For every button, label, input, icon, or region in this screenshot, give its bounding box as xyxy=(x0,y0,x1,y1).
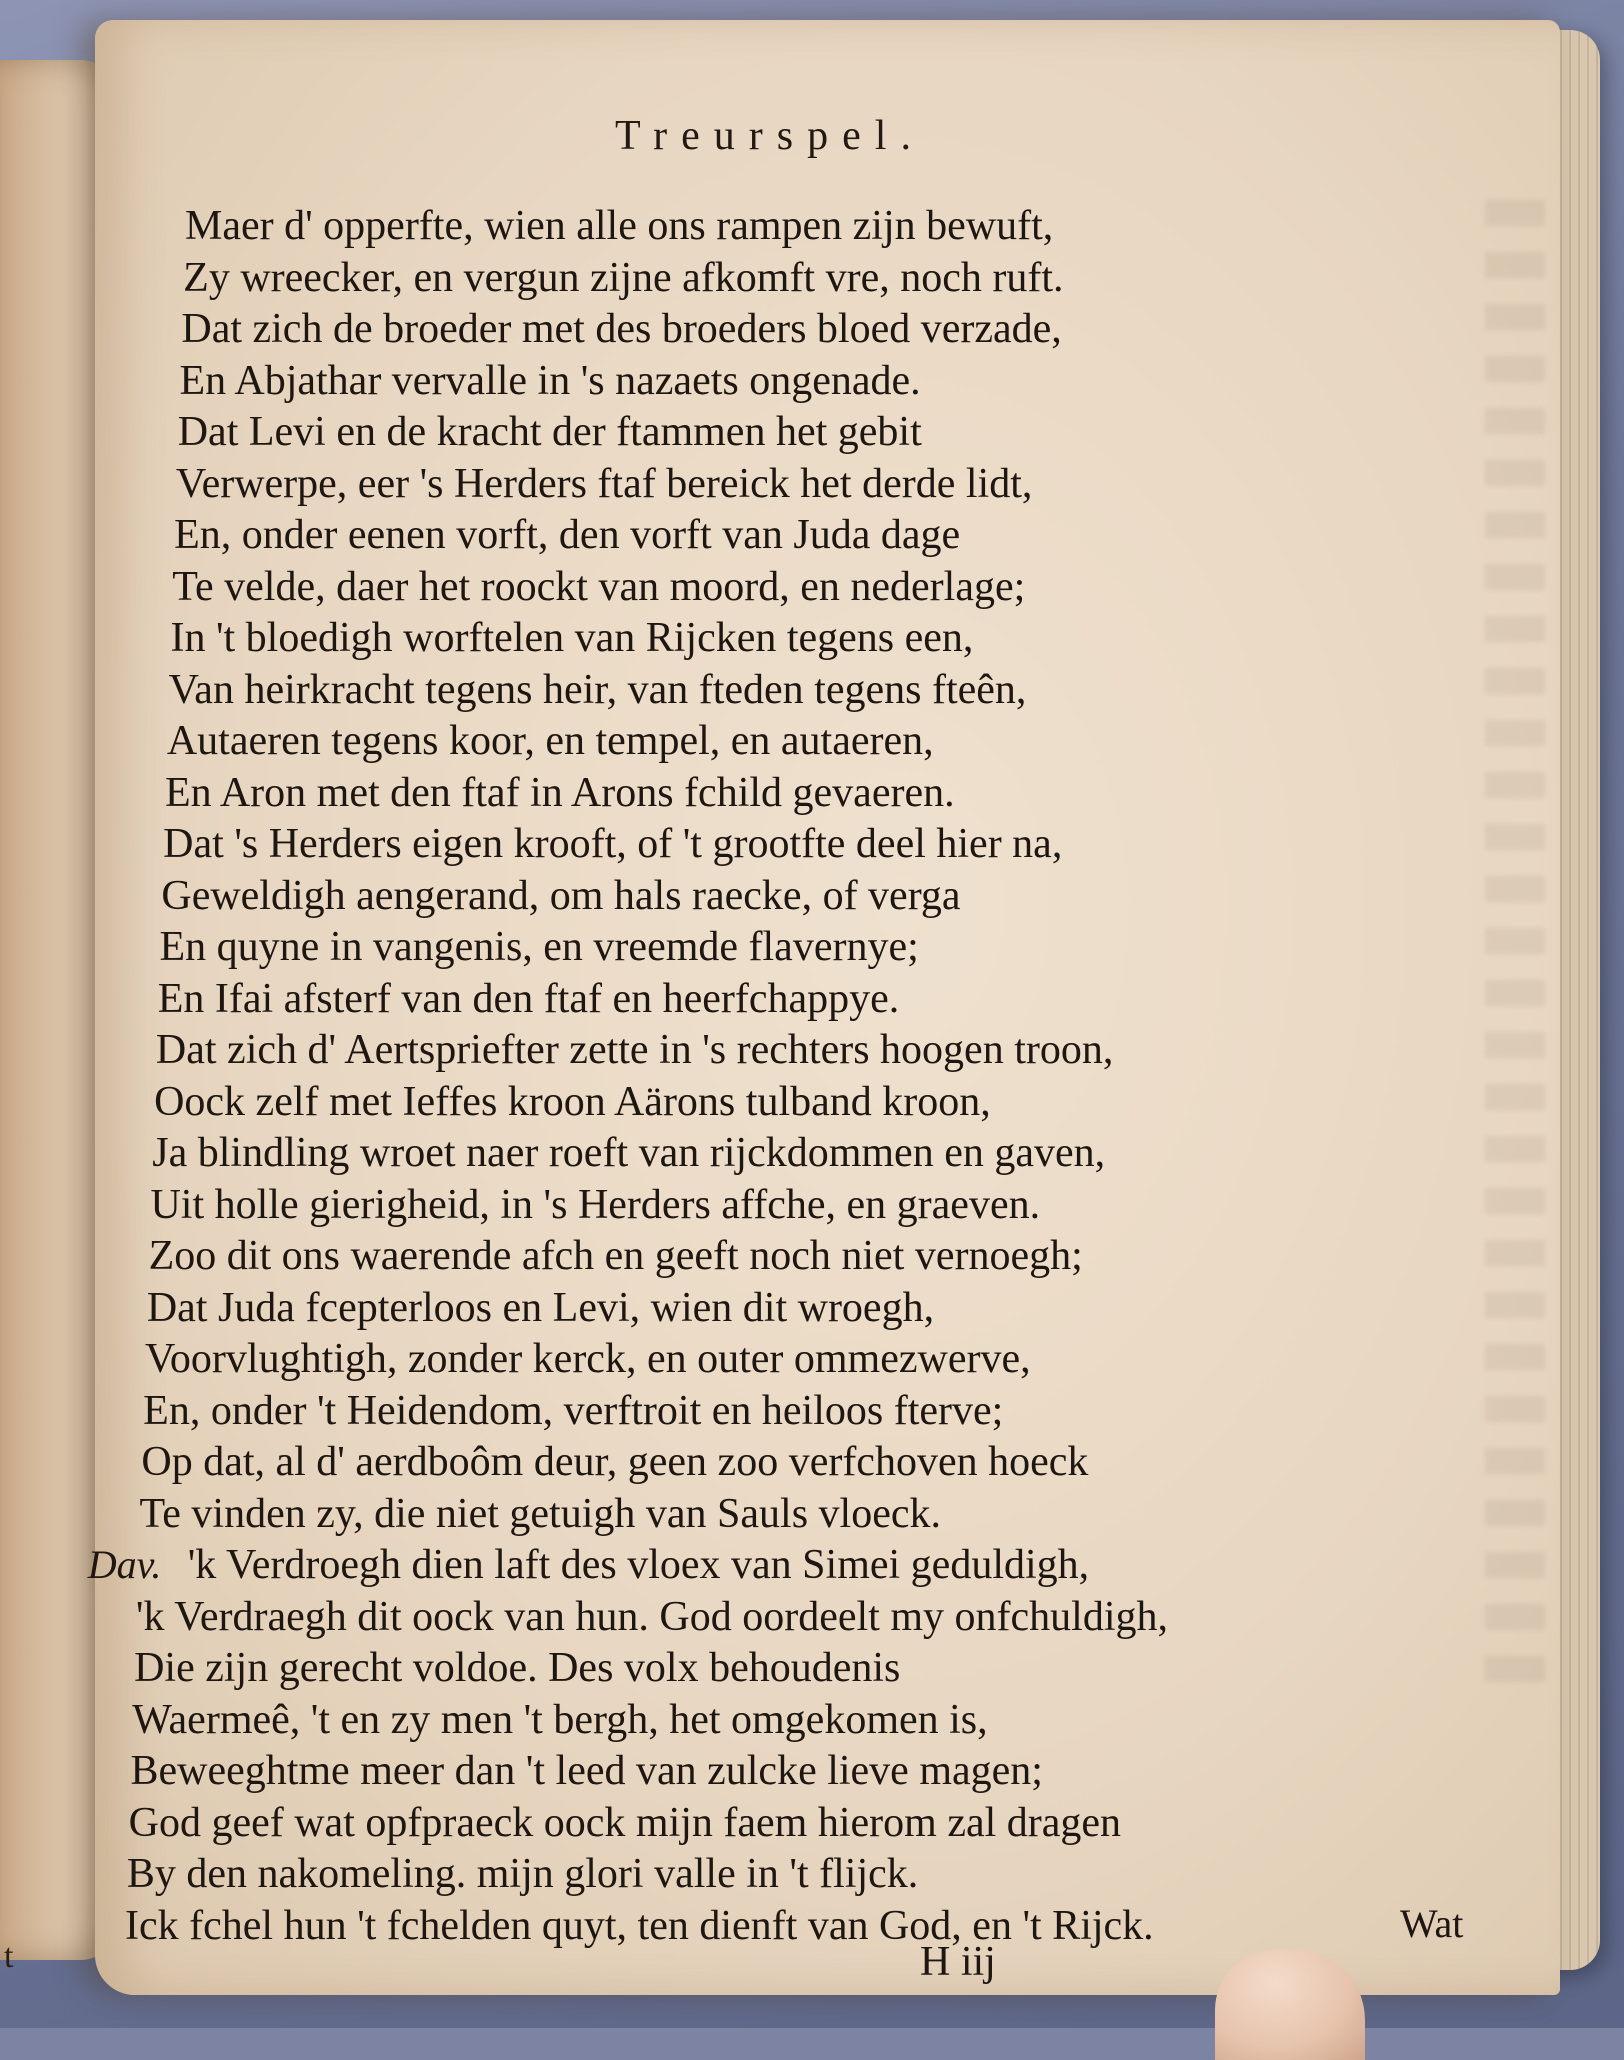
verse-line: Uit holle gierigheid, in 's Herders affche, en graeven. xyxy=(150,1181,1041,1228)
verse-line: Autaeren tegens koor, en tempel, en autaeren, xyxy=(166,718,934,764)
verse-line: Ja blindling wroet naer roeft van rijckdommen en gaven, xyxy=(152,1130,1106,1176)
verse-line: En Abjathar vervalle in 's nazaets ongenade. xyxy=(179,357,921,404)
verse-line: Dat zich d' Aertspriefter zette in 's rechters hoogen troon, xyxy=(155,1027,1114,1073)
verse-line: Te velde, daer het roockt van moord, en nederlage; xyxy=(172,563,1026,610)
running-head: Treurspel. xyxy=(615,113,925,159)
verse-line: Te vinden zy, die niet getuigh van Sauls vloeck. xyxy=(139,1490,941,1537)
verse-line: In 't bloedigh worftelen van Rijcken tegens een, xyxy=(170,615,974,661)
facing-page-fragment: t xyxy=(4,1938,14,1975)
verse-line: Geweldigh aengerand, om hals raecke, of verga xyxy=(161,872,961,919)
verse-line: Die zijn gerecht voldoe. Des volx behoudenis xyxy=(134,1645,901,1691)
verse-line: Maer d' opperfte, wien alle ons rampen zijn bewuft, xyxy=(185,203,1054,249)
verse-line: Ick fchel hun 't fchelden quyt, ten dienft van God, en 't Rijck. xyxy=(125,1902,1154,1949)
verse-line: Verwerpe, eer 's Herders ftaf bereick het derde lidt, xyxy=(175,460,1033,507)
verse-line: Beweeghtme meer dan 't leed van zulcke lieve magen; xyxy=(130,1748,1043,1794)
verse-line: Zy wreecker, en vergun zijne afkomft vre, noch ruft. xyxy=(183,254,1064,301)
verse-line: Zoo dit ons waerende afch en geeft noch niet vernoegh; xyxy=(148,1233,1083,1279)
verse-line: En, onder 't Heidendom, verftroit en heiloos fterve; xyxy=(143,1387,1004,1434)
verse-line: Oock zelf met Ieffes kroon Aärons tulband kroon, xyxy=(154,1078,991,1125)
verse-line: 'k Verdroegh dien laft des vloex van Simei geduldigh, xyxy=(187,1542,1090,1588)
book-page xyxy=(87,20,1560,1995)
verse-line: Dat Juda fcepterloos en Levi, wien dit wroegh, xyxy=(146,1284,935,1331)
verse-line: Op dat, al d' aerdboôm deur, geen zoo verfchoven hoeck xyxy=(141,1439,1089,1485)
verse-line: En Ifai afsterf van den ftaf en heerfchappye. xyxy=(157,975,900,1022)
verse-line: En Aron met den ftaf in Arons fchild gevaeren. xyxy=(165,769,955,816)
show-through xyxy=(1485,200,1545,1700)
verse-line: Voorvlughtigh, zonder kerck, en outer ommezwerve, xyxy=(145,1336,1031,1382)
verse-line: 'k Verdraegh dit oock van hun. God oordeelt my onfchuldigh, xyxy=(135,1593,1168,1640)
catchword: Wat xyxy=(1400,1901,1464,1946)
verse-line: Dat 's Herders eigen krooft, of 't grootfte deel hier na, xyxy=(163,821,1063,867)
verse-line: Dat Levi en de kracht der ftammen het gebit xyxy=(177,409,922,455)
verse-line: En, onder eenen vorft, den vorft van Juda dage xyxy=(174,512,961,558)
signature-mark: H iij xyxy=(920,1939,996,1985)
verse-line: By den nakomeling. mijn glori valle in 't flijck. xyxy=(126,1851,919,1897)
verse-line: God geef wat opfpraeck oock mijn faem hierom zal dragen xyxy=(128,1799,1122,1846)
speaker-label: Dav. xyxy=(87,1542,162,1587)
verse-line: Waermeê, 't en zy men 't bergh, het omgekomen is, xyxy=(132,1696,988,1743)
verse-line: Van heirkracht tegens heir, van fteden tegens fteên, xyxy=(168,666,1027,713)
verse-line: Dat zich de broeder met des broeders bloed verzade, xyxy=(181,306,1062,352)
verse-line: En quyne in vangenis, en vreemde flavernye; xyxy=(159,924,919,970)
